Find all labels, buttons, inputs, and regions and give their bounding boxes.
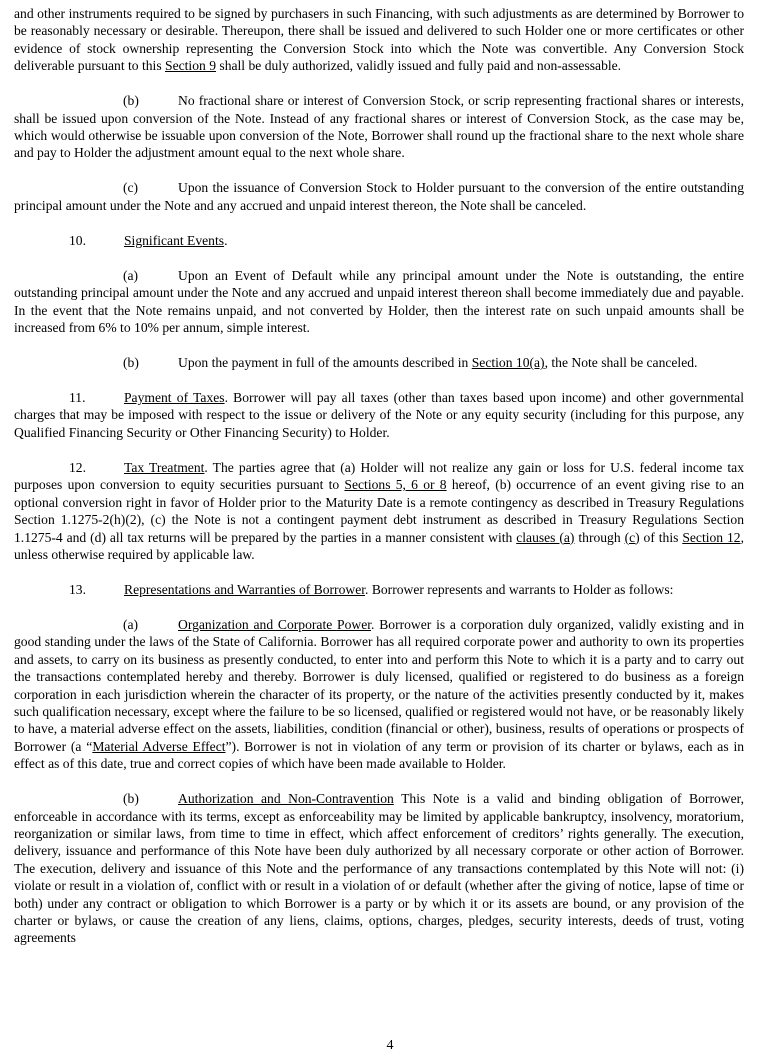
clause-reference: clauses (a) xyxy=(516,529,575,545)
section-10-heading: 10. Significant Events. xyxy=(69,232,228,248)
section-reference: Sections 5, 6 or 8 xyxy=(344,477,447,493)
clause-label: (a) xyxy=(123,616,139,632)
section-number: 13. xyxy=(69,581,86,597)
section-11: 11. Payment of Taxes. Borrower will pay all taxes (other than taxes based upon income) and other governmental charges that may be imposed with respect to the issue or delivery of the Note or any equity security (including for this purpose, any Qualified Financing Security or Other Financing Security) to Holder. xyxy=(14,390,744,440)
section-reference: Section 10(a) xyxy=(471,355,545,371)
paragraph-9a-continued: and other instruments required to be signed by purchasers in such Financing, with such adjustments as are determined by Borrower to be reasonably necessary or desirable. Thereupon, there shall be issued and delivered to such Holder one or more certificates or other evidence of stock ownership representing the Conversion Stock into which the Note was convertible. Any Conversion Stock deliverable pursuant to this Section 9 shall be duly authorized, validly issued and fully paid and non-assessable. xyxy=(14,6,744,74)
section-number: 10. xyxy=(69,232,86,248)
clause-reference: (c) xyxy=(624,529,640,545)
defined-term: Material Adverse Effect xyxy=(92,738,226,754)
section-13-heading: 13. Representations and Warranties of Borrower. Borrower represents and warrants to Holder as follows: xyxy=(69,581,674,597)
section-number: 12. xyxy=(69,459,86,475)
section-number: 11. xyxy=(69,390,86,406)
paragraph-9c: (c) Upon the issuance of Conversion Stock to Holder pursuant to the conversion of the entire outstanding principal amount under the Note and any accrued and unpaid interest thereon, the Note shall be canceled. xyxy=(14,180,744,213)
clause-label: (a) xyxy=(123,267,139,283)
section-title: Payment of Taxes xyxy=(124,390,225,406)
section-title: Representations and Warranties of Borrower xyxy=(124,581,366,597)
paragraph-10a: (a) Upon an Event of Default while any principal amount under the Note is outstanding, the entire outstanding principal amount under the Note and any accrued and unpaid interest thereon shall become immediately due and payable. In the event that the Note remains unpaid, and not converted by Holder, then the interest rate on such unpaid amounts shall be increased from 6% to 10% per annum, simple interest. xyxy=(14,267,744,336)
clause-label: (b) xyxy=(123,93,139,109)
paragraph-13b: (b) Authorization and Non-Contravention This Note is a valid and binding obligation of Borrower, enforceable in accordance with its terms, except as enforceability may be limited by applicable bankruptcy, insolvency, moratorium, reorganization or similar laws, from time to time in effect, which affect enforcement of creditors’ rights generally. The execution, delivery, issuance and performance of this Note have been duly authorized by all necessary corporate or other action of Borrower. The execution, delivery and issuance of this Note and the performance of any transactions contemplated by this Note will not: (i) violate or result in a violation of, conflict with or result in a violation of or default (whether after the giving of notice, lapse of time or both) under any contract or obligation to which Borrower is a party or by which it or its assets are bound, or any provision of the charter or bylaws, or cause the creation of any liens, claims, options, charges, pledges, security interests, deeds of trust, voting agreements xyxy=(14,791,745,946)
clause-label: (b) xyxy=(123,355,139,371)
clause-title: Organization and Corporate Power xyxy=(178,616,372,632)
section-reference: Section 12 xyxy=(682,529,741,545)
paragraph-9b: (b) No fractional share or interest of Conversion Stock, or scrip representing fractional shares or interests, shall be issued upon conversion of the Note. Instead of any fractional shares or interest of Conversion Stock, as the case may be, which would otherwise be issuable upon conversion of the Note, Borrower shall round up the fractional share to the next whole share and pay to Holder the adjustment amount equal to the next whole share. xyxy=(14,93,744,161)
section-reference: Section 9 xyxy=(165,58,216,74)
clause-label: (c) xyxy=(123,180,139,196)
section-title: Significant Events xyxy=(124,232,225,248)
paragraph-10b: (b) Upon the payment in full of the amounts described in Section 10(a), the Note shall be canceled. xyxy=(123,355,698,371)
document-page xyxy=(14,5,744,947)
paragraph-13a: (a) Organization and Corporate Power. Borrower is a corporation duly organized, validly existing and in good standing under the laws of the State of California. Borrower has all required corporate power and authority to own its properties and assets, to carry on its business as presently conducted, to enter into and perform this Note to which it is a party and to carry out the transactions contemplated hereby and thereby. Borrower is duly licensed, qualified or registered to do business as a foreign corporation in each jurisdiction wherein the character of its property, or the nature of the activities presently conducted by it, makes such qualification necessary, except where the failure to be so licensed, qualified or registered would not have, or be reasonably likely to have, a material adverse effect on the assets, liabilities, condition (financial or other), business, results of operations or prospects of Borrower (a “Material Adverse Effect”). Borrower is not in violation of any term or provision of its charter or bylaws, each as in effect as of this date, true and correct copies of which have been made available to Holder. xyxy=(14,616,745,772)
section-12: 12. Tax Treatment. The parties agree that (a) Holder will not realize any gain or loss for U.S. federal income tax purposes upon conversion to equity securities pursuant to Sections 5, 6 or 8 hereof, (b) occurrence of an event giving rise to an optional conversion right in favor of Holder prior to the Maturity Date is a remote contingency as described in Treasury Regulations Section 1.1275-2(h)(2), (c) the Note is not a contingent payment debt instrument as described in Treasury Regulations Section 1.1275-4 and (d) all tax returns will be prepared by the parties in a manner consistent with clauses (a) through (c) of this Section 12, unless otherwise required by applicable law. xyxy=(14,459,744,562)
clause-label: (b) xyxy=(123,791,139,807)
page-number: 4 xyxy=(386,1038,394,1053)
clause-title: Authorization and Non-Contravention xyxy=(178,791,394,807)
section-title: Tax Treatment xyxy=(124,459,205,475)
